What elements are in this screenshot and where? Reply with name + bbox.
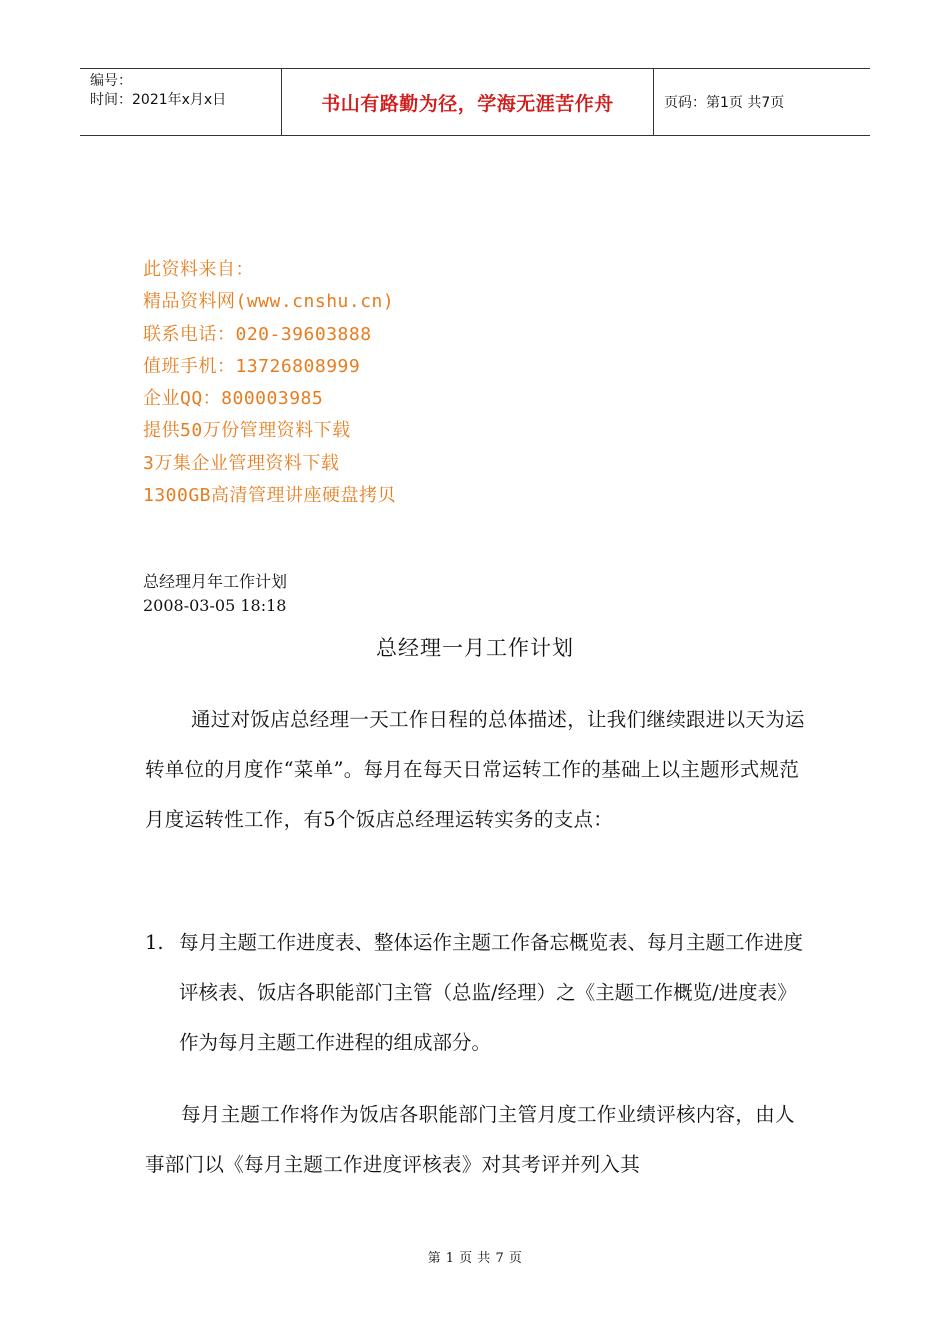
list-item xyxy=(145,918,810,1068)
header-time-label: 时间：2021年x月x日 xyxy=(90,92,227,108)
promo-block xyxy=(143,254,396,512)
promo-line: 值班手机：13726808999 xyxy=(143,355,361,377)
page-header xyxy=(80,68,870,136)
header-page-info: 页码：第1页 共7页 xyxy=(664,95,785,111)
promo-line: 企业QQ：800003985 xyxy=(143,388,324,410)
list-item-number: 1. xyxy=(145,931,164,954)
doc-meta xyxy=(143,570,287,618)
promo-line: 精品资料网(www.cnshu.cn) xyxy=(143,291,395,313)
promo-line: 联系电话：020-39603888 xyxy=(143,323,372,345)
promo-line: 3万集企业管理资料下载 xyxy=(143,452,340,474)
intro-paragraph: 通过对饭店总经理一天工作日程的总体描述，让我们继续跟进以天为运转单位的月度作“菜单”。每月在每天日常运转工作的基础上以主题形式规范月度运转性工作，有5个饭店总经理运转实务的支点： xyxy=(145,708,805,831)
header-motto: 书山有路勤为径，学海无涯苦作舟 xyxy=(282,69,654,135)
doc-date: 2008-03-05 18:18 xyxy=(143,596,287,615)
promo-line: 1300GB高清管理讲座硬盘拷贝 xyxy=(143,485,397,507)
doc-subtitle: 总经理月年工作计划 xyxy=(143,572,288,591)
header-number-label: 编号： xyxy=(90,73,132,89)
body-paragraph: 每月主题工作将作为饭店各职能部门主管月度工作业绩评核内容，由人事部门以《每月主题工作进度评核表》对其考评并列入其 xyxy=(145,1103,795,1176)
page-footer: 第 1 页 共 7 页 xyxy=(427,1251,523,1266)
doc-title: 总经理一月工作计划 xyxy=(376,636,574,660)
list-item-text: 每月主题工作进度表、整体运作主题工作备忘概览表、每月主题工作进度评核表、饭店各职能部门主管（总监/经理）之《主题工作概览/进度表》作为每月主题工作进程的组成部分。 xyxy=(179,931,804,1054)
promo-line: 此资料来自： xyxy=(143,259,254,280)
header-meta-cell xyxy=(80,69,282,135)
promo-line: 提供50万份管理资料下载 xyxy=(143,420,351,442)
